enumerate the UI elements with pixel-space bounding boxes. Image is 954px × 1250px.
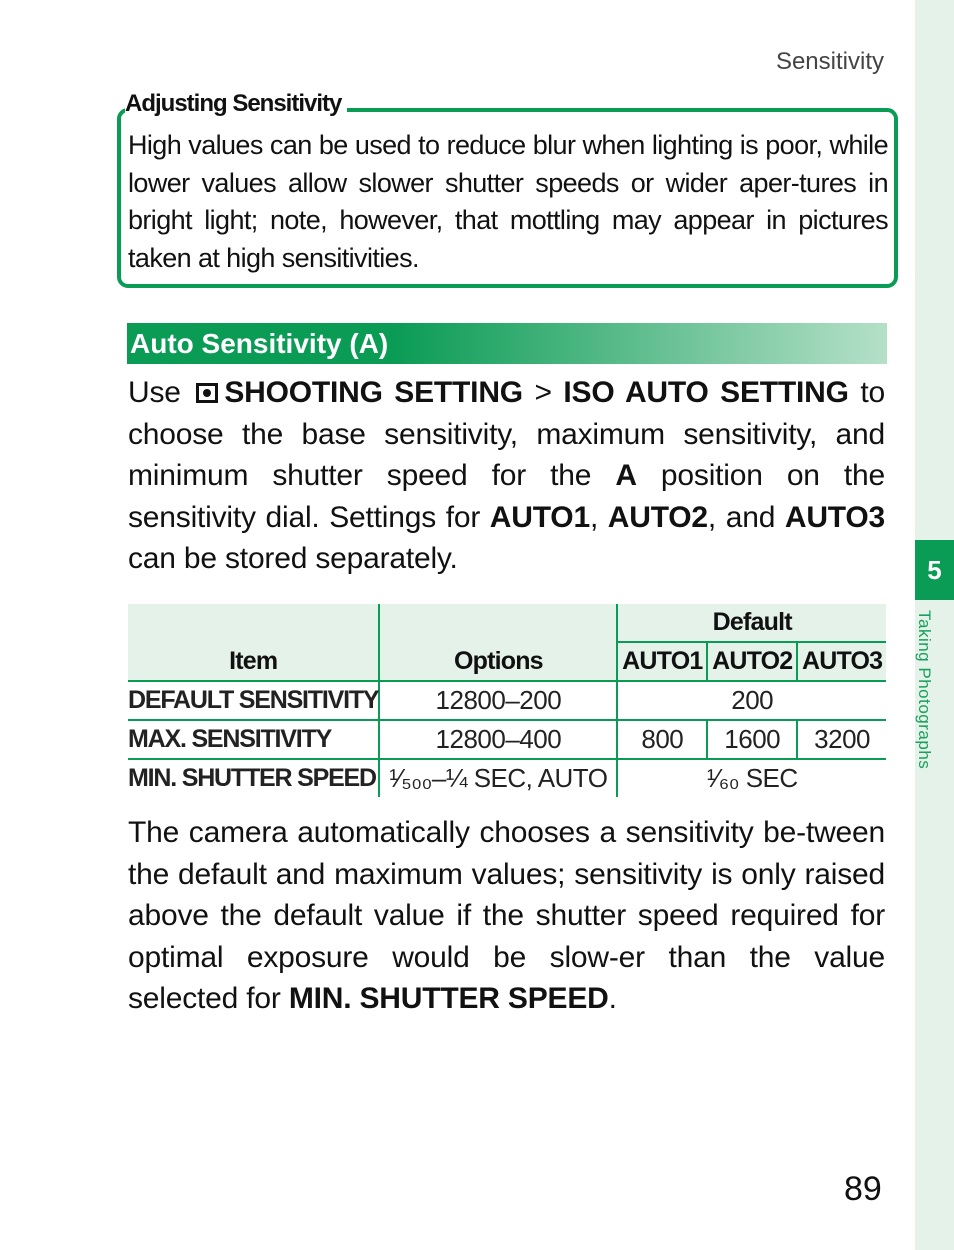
section-heading: Auto Sensitivity (A)	[127, 323, 887, 364]
page-number: 89	[844, 1170, 882, 1208]
intro-and: , and	[707, 500, 776, 534]
closing-paragraph	[128, 812, 885, 1020]
note-text: High values can be used to reduce blur when lighting is poor, while lower values allow slower shutter speeds or wider aper-tures in bright light; note, however, that mottling may appear in pictures taken at high sensitivities.	[128, 130, 888, 273]
note-title: Adjusting Sensitivity	[125, 90, 347, 118]
row-default: 200	[617, 681, 886, 720]
menu-item: ISO AUTO SETTING	[563, 376, 849, 409]
header-item: Item	[128, 604, 379, 681]
settings-table	[128, 604, 886, 797]
row-default: ¹⁄₆₀ SEC	[706, 763, 798, 793]
table-row	[128, 720, 886, 759]
row-auto3: 3200	[797, 720, 886, 759]
header-auto2: AUTO2	[707, 642, 797, 681]
table-row	[128, 681, 886, 720]
a-position: A	[615, 459, 637, 492]
auto3-label: AUTO3	[784, 500, 886, 534]
row-auto1: 800	[617, 720, 707, 759]
intro-comma: ,	[589, 500, 599, 534]
menu-name: SHOOTING SETTING	[224, 376, 523, 409]
row-item: MIN. SHUTTER SPEED	[128, 759, 379, 797]
intro-paragraph	[128, 372, 885, 580]
row-item: MAX. SENSITIVITY	[128, 720, 379, 759]
running-head: Sensitivity	[775, 48, 884, 75]
intro-use: Use	[128, 376, 181, 409]
header-default: Default	[617, 604, 886, 642]
header-auto1: AUTO1	[617, 642, 707, 681]
row-auto2: 1600	[707, 720, 797, 759]
row-options: ¹⁄₅₀₀–¼ SEC, AUTO	[379, 759, 617, 797]
chapter-tab: 5	[915, 540, 954, 600]
menu-arrow: >	[534, 376, 552, 409]
row-options: 12800–200	[379, 681, 617, 720]
closing-end: .	[608, 982, 617, 1015]
intro-text-2: position on the sensitivity dial. Settings for	[128, 459, 885, 534]
auto1-label: AUTO1	[489, 500, 590, 534]
chapter-label: Taking Photographs	[915, 610, 934, 770]
intro-text-3: can be stored separately.	[128, 542, 458, 575]
header-auto3: AUTO3	[797, 642, 886, 681]
header-options: Options	[379, 604, 617, 681]
row-item: DEFAULT SENSITIVITY	[128, 681, 379, 720]
closing-bold: MIN. SHUTTER SPEED	[288, 982, 609, 1015]
closing-text: The camera automatically chooses a sensitivity be-tween the default and maximum values; sensitivity is only raised above the default value if the shutter speed required for optimal exposure would be slow-er than the value selected for	[128, 816, 885, 1015]
table-row	[128, 759, 886, 797]
shooting-menu-icon	[196, 383, 218, 403]
row-options: 12800–400	[379, 720, 617, 759]
intro-text-1: to choose the base sensitivity, maximum sensitivity, and minimum shutter speed for the	[128, 376, 885, 492]
auto2-label: AUTO2	[607, 500, 708, 534]
